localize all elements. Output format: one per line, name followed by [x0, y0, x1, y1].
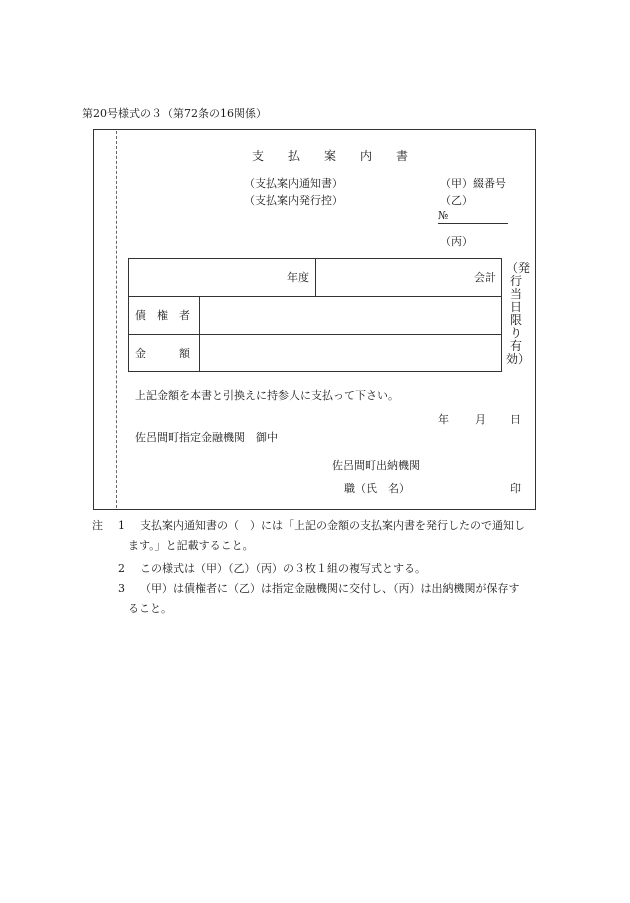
doc-type-notice: （支払案内通知書）: [244, 177, 343, 190]
date-month-label: 月: [475, 413, 486, 426]
creditor-label: 債 権 者: [135, 309, 190, 322]
notes-label: 注: [92, 519, 103, 532]
issuer-organization: 佐呂間町出納機関: [332, 459, 420, 472]
perforation-line: [116, 131, 117, 508]
note-number: 3: [118, 582, 125, 595]
addressee: 佐呂間町指定金融機関 御中: [135, 431, 278, 444]
account-label: 会計: [474, 271, 496, 284]
validity-note: （発行当日限り有効）: [506, 261, 531, 366]
serial-number-underline: [438, 223, 508, 224]
note-text: ます。」と記載すること。: [128, 539, 254, 552]
note-number: 2: [118, 562, 125, 575]
payment-instruction: 上記金額を本書と引換えに持参人に支払って下さい。: [135, 389, 399, 402]
fiscal-year-label: 年度: [287, 271, 309, 284]
copy-c-label: （丙）: [440, 235, 473, 248]
table-row-divider: [128, 334, 502, 335]
doc-type-stub: （支払案内発行控）: [244, 194, 343, 207]
table-column-divider: [315, 258, 316, 296]
table-column-divider: [199, 296, 200, 372]
note-text: （甲）は債権者に（乙）は指定金融機関に交付し、（丙）は出納機関が保存す: [140, 582, 520, 595]
issuer-title: 職（氏 名）: [344, 482, 410, 495]
form-number-heading: 第20号様式の３（第72条の16関係）: [82, 107, 267, 120]
note-text: 支払案内通知書の（ ）には「上記の金額の支払案内書を発行したので通知し: [140, 519, 525, 532]
form-title: 支 払 案 内 書: [252, 149, 409, 163]
note-text: ること。: [128, 602, 172, 615]
seal-mark: 印: [510, 482, 521, 495]
note-text: この様式は（甲）（乙）（丙）の３枚１組の複写式とする。: [140, 562, 426, 575]
date-day-label: 日: [510, 413, 521, 426]
copy-b-label: （乙）: [440, 194, 473, 207]
copy-a-label: （甲）綴番号: [440, 177, 506, 190]
amount-label: 金 額: [135, 347, 190, 360]
serial-number-label: №: [438, 209, 449, 222]
note-number: 1: [118, 519, 125, 532]
date-year-label: 年: [438, 413, 449, 426]
table-row-divider: [128, 296, 502, 297]
